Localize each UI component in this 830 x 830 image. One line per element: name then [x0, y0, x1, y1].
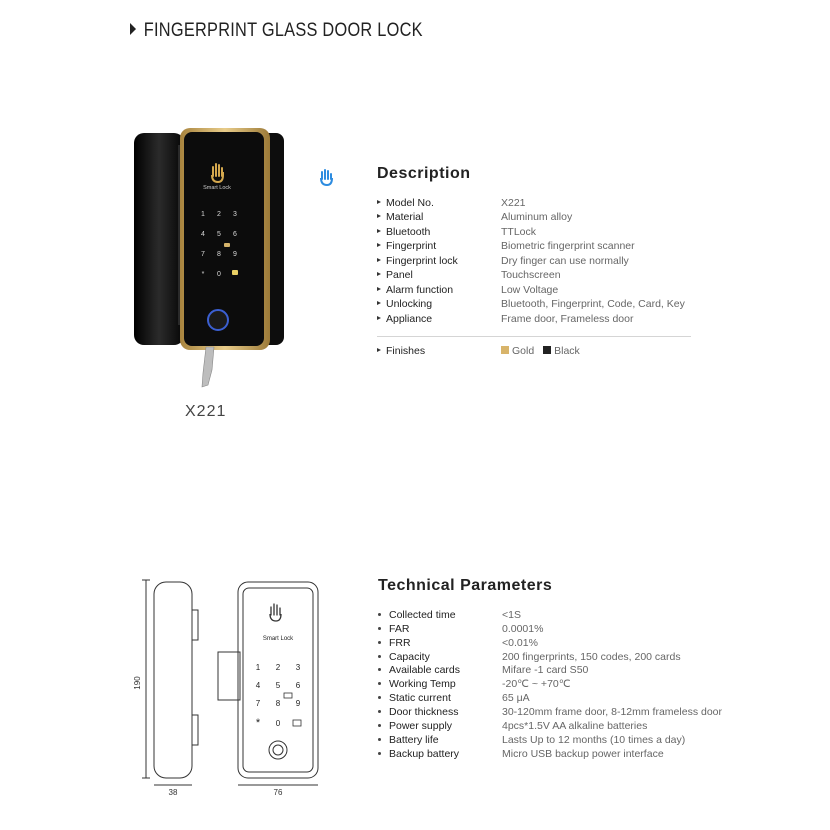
drawing-key-star: *	[255, 717, 261, 729]
technical-drawing	[128, 570, 328, 800]
drawing-brand: Smart Lock	[262, 636, 294, 642]
photo-key-0: 0	[217, 271, 221, 278]
height-dimension: 190	[133, 676, 142, 690]
product-photo	[128, 125, 293, 395]
param-value: -20℃ ~ +70℃	[502, 678, 571, 690]
front-view	[238, 582, 318, 778]
front-width-dimension: 76	[273, 788, 283, 797]
drawing-key-7: 7	[255, 699, 261, 708]
drawing-hand-icon	[270, 604, 281, 621]
photo-key-7: 7	[201, 251, 205, 258]
param-key: Available cards	[389, 664, 461, 676]
drawing-lock-icon	[293, 720, 301, 726]
spec-value: Low Voltage	[501, 284, 559, 296]
spec-value: Bluetooth, Fingerprint, Code, Card, Key	[501, 298, 685, 310]
finishes-key: Finishes	[386, 345, 426, 357]
drawing-key-1: 1	[255, 663, 261, 672]
finish-gold: Gold	[512, 345, 535, 357]
param-key: Collected time	[389, 609, 456, 621]
param-key: Power supply	[389, 720, 453, 732]
spec-key: Bluetooth	[386, 226, 431, 238]
drawing-card-icon	[284, 693, 292, 698]
page-title-text: FINGERPRINT GLASS DOOR LOCK	[143, 20, 423, 41]
spec-key: Model No.	[386, 197, 434, 209]
drawing-fingerprint-inner	[273, 745, 283, 755]
drawing-keypad	[256, 663, 301, 729]
drawing-key-2: 2	[275, 663, 281, 672]
photo-key-5: 5	[217, 231, 221, 238]
param-value: 200 fingerprints, 150 codes, 200 cards	[502, 651, 681, 663]
gold-swatch	[501, 346, 509, 354]
drawing-key-3: 3	[295, 663, 301, 672]
spec-value: TTLock	[501, 226, 537, 238]
param-value: Mifare -1 card S50	[502, 664, 589, 676]
param-key: FRR	[389, 637, 411, 649]
photo-key-star: *	[201, 271, 205, 278]
title-arrow-icon	[130, 23, 136, 35]
param-key: Door thickness	[389, 706, 459, 718]
mechanical-key	[202, 347, 214, 387]
spec-value: Aluminum alloy	[501, 211, 573, 223]
fingerprint-sensor	[208, 310, 228, 330]
spec-value: Biometric fingerprint scanner	[501, 240, 635, 252]
spec-key: Unlocking	[386, 298, 433, 310]
param-key: Static current	[389, 692, 451, 704]
screen-brand: Smart Lock	[203, 185, 231, 191]
param-key: FAR	[389, 623, 410, 635]
photo-key-9: 9	[233, 251, 237, 258]
spec-key: Alarm function	[386, 284, 454, 296]
side-clamp	[192, 715, 198, 745]
description-heading: Description	[377, 165, 471, 182]
drawing-key-5: 5	[275, 681, 281, 690]
fingerprint-badge-icon	[317, 167, 337, 187]
spec-value: Frame door, Frameless door	[501, 313, 634, 325]
drawing-key-9: 9	[295, 699, 301, 708]
lock-back-body	[134, 133, 184, 345]
param-value: Lasts Up to 12 months (10 times a day)	[502, 734, 686, 746]
param-value: 30-120mm frame door, 8-12mm frameless door	[502, 706, 723, 718]
page-title	[130, 20, 423, 42]
photo-key-8: 8	[217, 251, 221, 258]
side-width-dimension: 38	[168, 788, 178, 797]
technical-heading: Technical Parameters	[378, 577, 553, 594]
latch-block	[218, 652, 240, 700]
drawing-key-6: 6	[295, 681, 301, 690]
spec-key: Appliance	[386, 313, 433, 325]
spec-value: Dry finger can use normally	[501, 255, 629, 267]
param-value: 0.0001%	[502, 623, 544, 635]
spec-key: Material	[386, 211, 424, 223]
drawing-key-0: 0	[275, 719, 281, 728]
card-icon	[224, 243, 230, 247]
divider	[377, 336, 691, 337]
black-swatch	[543, 346, 551, 354]
drawing-key-8: 8	[275, 699, 281, 708]
param-value: <0.01%	[502, 637, 538, 649]
photo-key-2: 2	[217, 211, 221, 218]
param-key: Working Temp	[389, 678, 456, 690]
photo-key-6: 6	[233, 231, 237, 238]
param-key: Battery life	[389, 734, 439, 746]
param-key: Backup battery	[389, 748, 460, 760]
side-view	[154, 582, 192, 778]
spec-key: Fingerprint	[386, 240, 437, 252]
spec-key: Panel	[386, 269, 413, 281]
param-value: <1S	[502, 609, 521, 621]
photo-key-4: 4	[201, 231, 205, 238]
model-label: X221	[185, 403, 227, 420]
param-value: 4pcs*1.5V AA alkaline batteries	[502, 720, 648, 732]
side-clamp	[192, 610, 198, 640]
finish-black: Black	[554, 345, 580, 357]
param-value: Micro USB backup power interface	[502, 748, 664, 760]
photo-key-3: 3	[233, 211, 237, 218]
spec-value: Touchscreen	[501, 269, 561, 281]
drawing-key-4: 4	[255, 681, 261, 690]
param-key: Capacity	[389, 651, 430, 663]
photo-key-1: 1	[201, 211, 205, 218]
lock-key-icon	[232, 270, 238, 275]
spec-value: X221	[501, 197, 526, 209]
spec-key: Fingerprint lock	[386, 255, 458, 267]
front-view-inner	[243, 588, 313, 772]
drawing-fingerprint-sensor	[269, 741, 287, 759]
param-value: 65 μA	[502, 692, 530, 704]
